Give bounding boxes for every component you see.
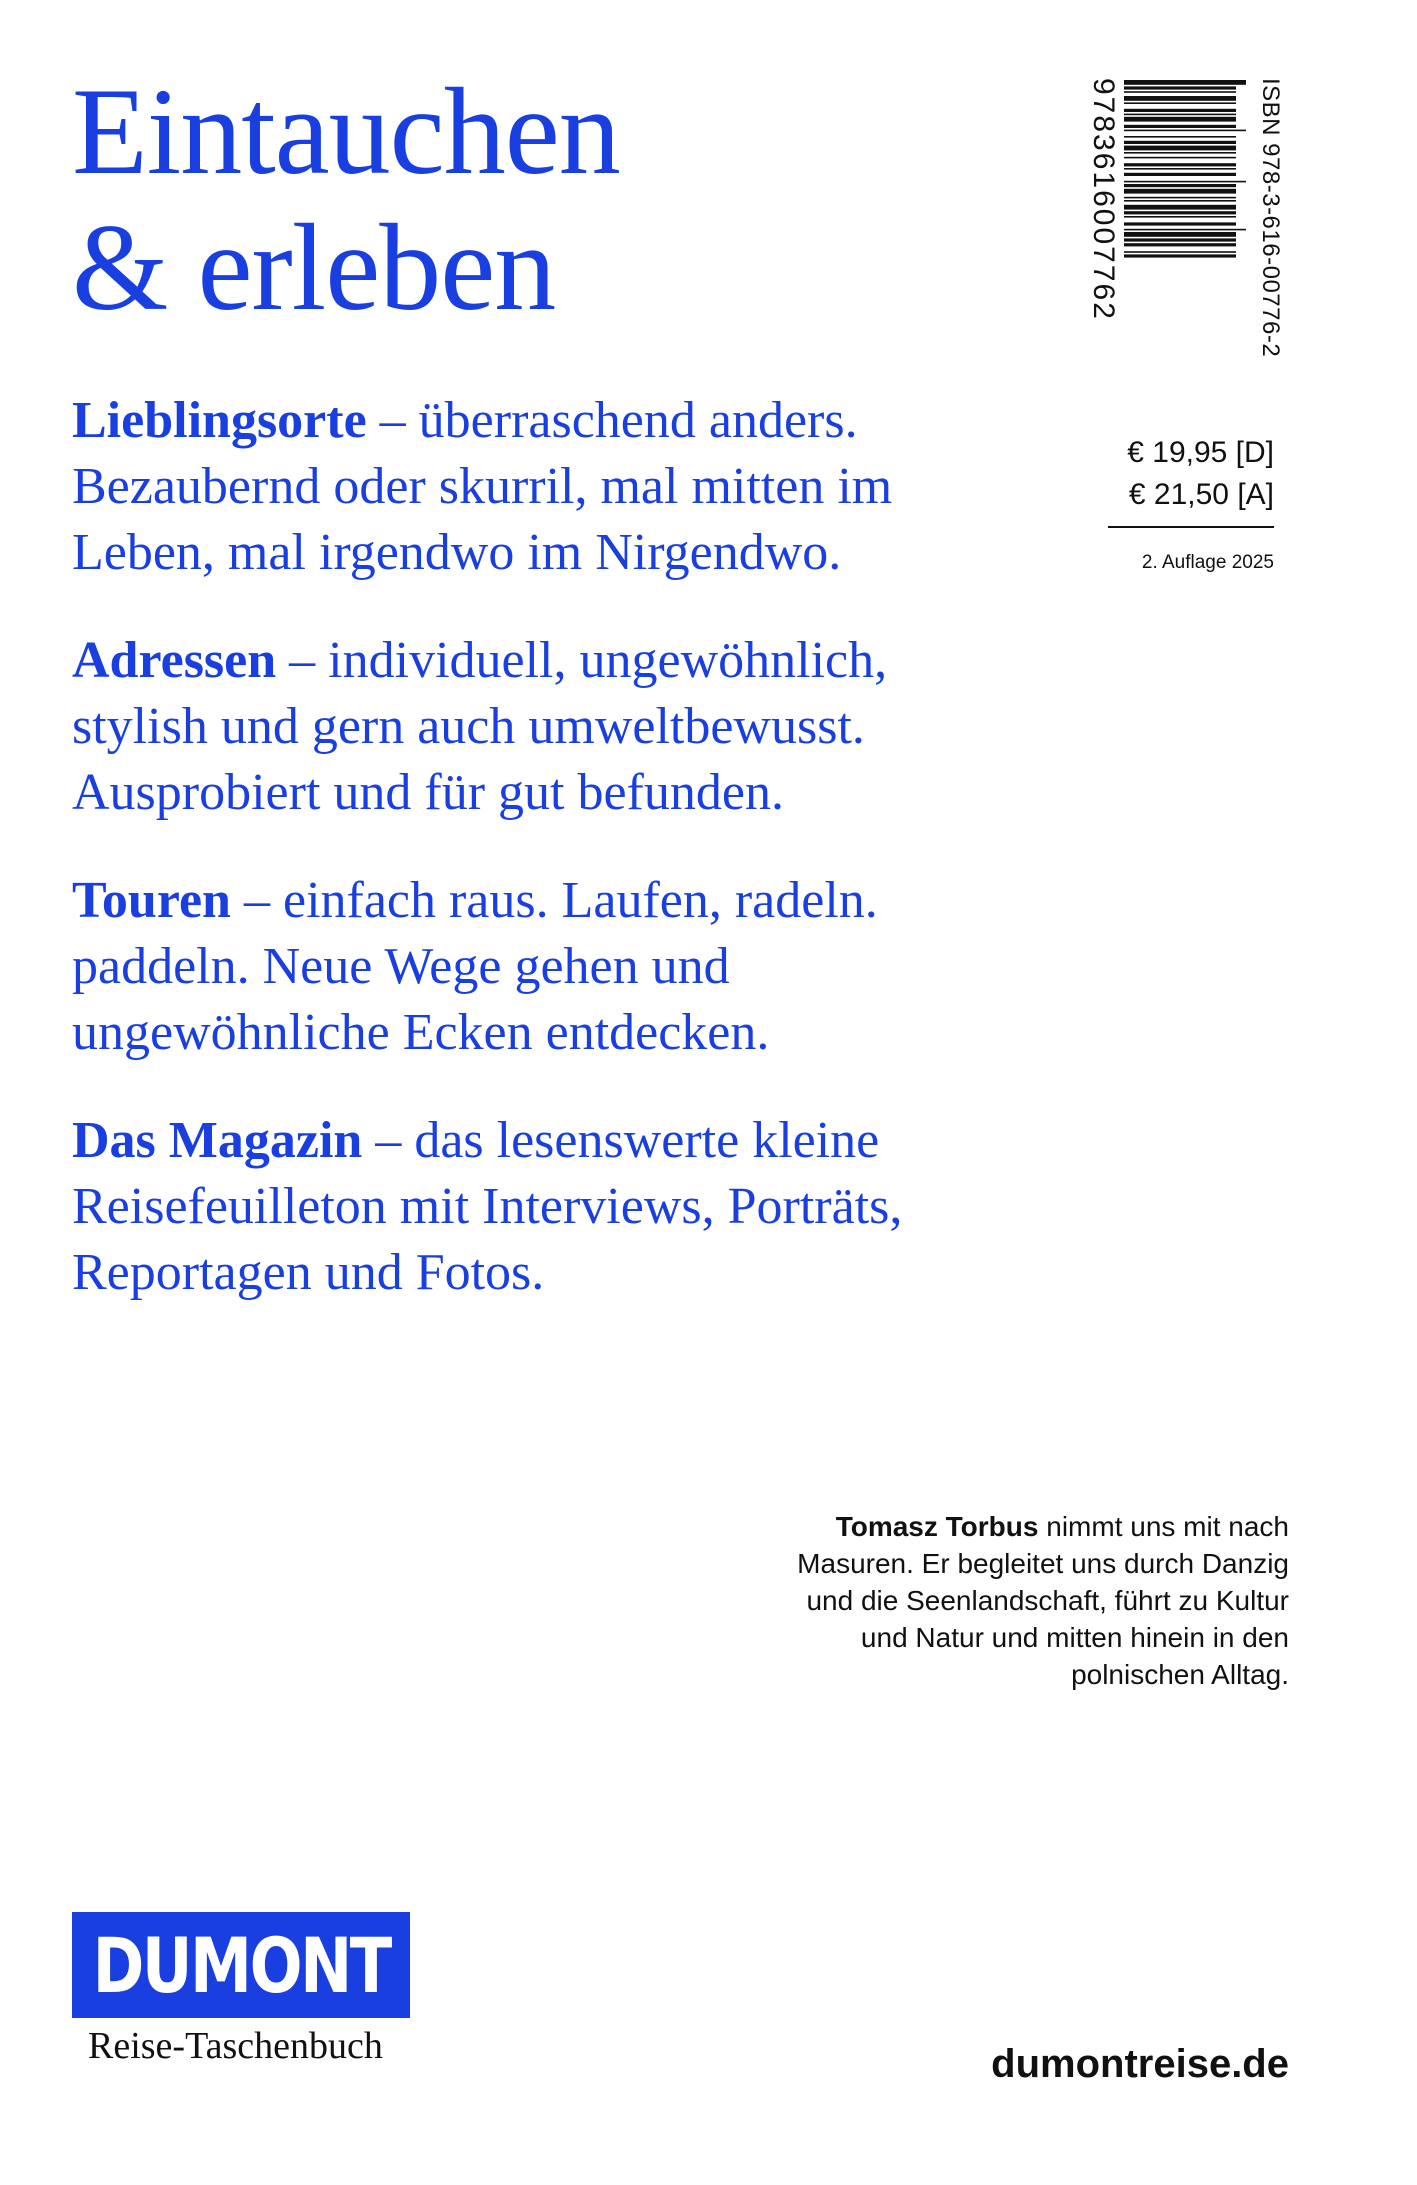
author-text: nimmt uns mit nach Masuren. Er begleitet uns durch Danzig und die Seenlandschaft, führt zu Kultur und Natur und mitten hinein in den polnischen Alltag. [797, 1511, 1289, 1690]
barcode-bar [1124, 181, 1246, 183]
barcode-bar [1124, 91, 1236, 93]
barcode-bar [1124, 130, 1246, 132]
barcode-bar [1124, 238, 1236, 241]
barcode-bar [1124, 136, 1236, 138]
barcode-bar [1124, 216, 1236, 218]
barcode-bar [1124, 211, 1236, 214]
isbn-number: ISBN 978-3-616-00776-2 [1257, 78, 1284, 358]
price-block [1108, 432, 1274, 584]
barcode-bar [1124, 243, 1236, 246]
feature-adressen [72, 628, 1032, 826]
page-title [72, 64, 620, 336]
barcode-bar [1124, 222, 1236, 225]
website-url: dumontreise.de [991, 2042, 1289, 2086]
barcode-bar [1124, 109, 1236, 112]
feature-lieblingsorte [72, 388, 1032, 586]
barcode-bar [1124, 157, 1236, 159]
barcode-bar [1124, 229, 1246, 231]
series-name: Reise-Taschenbuch [88, 2025, 383, 2067]
barcode [1087, 78, 1284, 406]
barcode-bar [1124, 102, 1236, 104]
barcode-bar [1124, 96, 1236, 101]
barcode-bar [1124, 254, 1236, 257]
barcode-bar [1124, 189, 1236, 194]
feature-heading: Das Magazin [72, 1112, 363, 1169]
barcode-bar [1124, 141, 1236, 144]
edition-note: 2. Auflage 2025 [1141, 552, 1274, 573]
title-line-1: Eintauchen [72, 63, 620, 200]
barcode-bar [1124, 173, 1236, 176]
barcode-bar [1124, 80, 1246, 85]
feature-list [72, 388, 1032, 1348]
dumont-logo [72, 1912, 410, 2018]
feature-text: – überraschend anders. Bezaubernd oder skurril, mal mitten im Leben, mal irgendwo im Nirgendwo. [72, 392, 893, 581]
author-name: Tomasz Torbus [835, 1511, 1039, 1542]
barcode-bar [1124, 168, 1236, 170]
barcode-bar [1124, 197, 1236, 199]
feature-heading: Touren [72, 872, 231, 929]
barcode-bar [1124, 117, 1236, 122]
barcode-digits: 9783616007762 [1087, 78, 1120, 321]
barcode-bar [1124, 146, 1236, 151]
barcode-bar [1124, 232, 1236, 237]
barcode-bar [1124, 251, 1236, 253]
price-divider [1108, 526, 1274, 528]
feature-touren [72, 868, 1032, 1066]
barcode-bar [1124, 152, 1236, 154]
author-blurb [789, 1508, 1289, 1693]
barcode-block [1087, 78, 1284, 406]
barcode-bar [1124, 200, 1236, 202]
barcode-bar [1124, 125, 1236, 128]
price-austria: € 21,50 [A] [1128, 478, 1274, 511]
barcode-bar [1124, 205, 1236, 210]
barcode-bar [1124, 86, 1236, 89]
title-line-2: & erleben [72, 199, 556, 336]
feature-magazin [72, 1108, 1032, 1306]
feature-heading: Adressen [72, 632, 277, 689]
feature-text: – das lesenswerte kleine Reisefeuilleton mit Interviews, Porträts, Reportagen und Fotos. [72, 1112, 903, 1301]
barcode-bar [1124, 163, 1236, 166]
logo-text: DUMONT [92, 1920, 390, 2010]
feature-heading: Lieblingsorte [72, 392, 367, 449]
barcode-bar [1124, 184, 1236, 187]
feature-text: – einfach raus. Laufen, radeln. paddeln. Neue Wege gehen und ungewöhnliche Ecken entdecken. [72, 872, 878, 1061]
barcode-icon [1118, 78, 1248, 406]
price-germany: € 19,95 [D] [1127, 436, 1274, 469]
barcode-bar [1124, 114, 1236, 116]
feature-text: – individuell, ungewöhnlich, stylish und gern auch umweltbewusst. Ausprobiert und für gut befunden. [72, 632, 888, 821]
